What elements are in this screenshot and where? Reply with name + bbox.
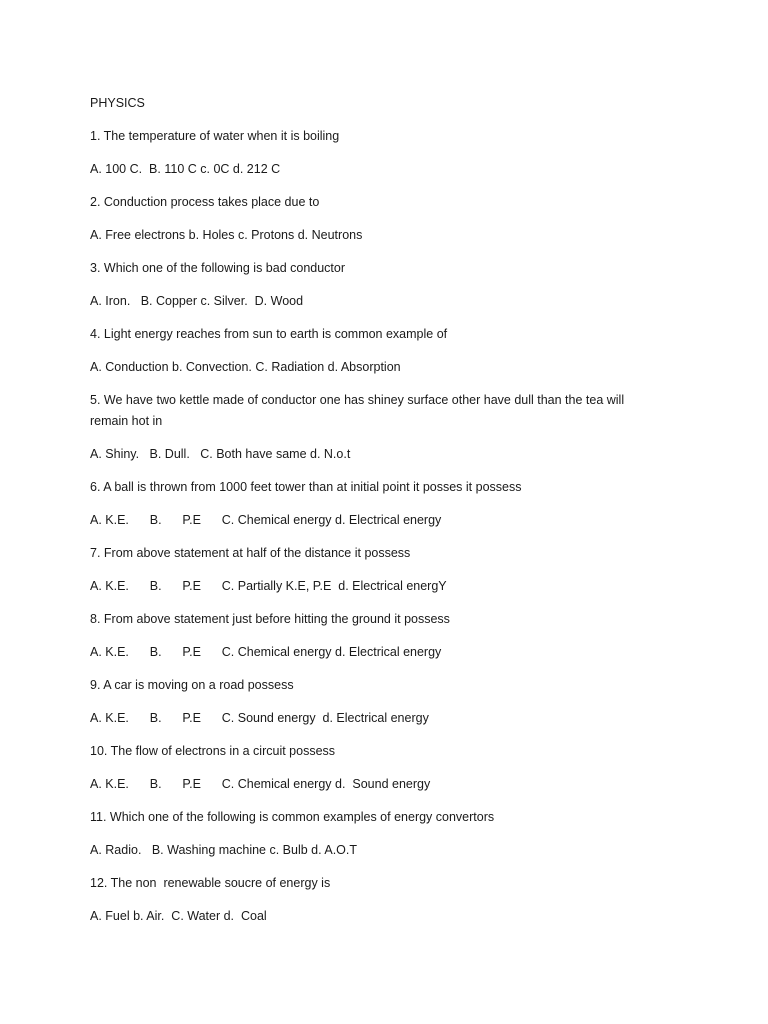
question-10: 10. The flow of electrons in a circuit possess [90,744,336,758]
question-3: 3. Which one of the following is bad conductor [90,261,346,275]
options-8: A. K.E. B. P.E C. Chemical energy d. Electrical energy [90,645,442,659]
question-9: 9. A car is moving on a road possess [90,678,294,692]
question-11: 11. Which one of the following is common examples of energy convertors [90,810,495,824]
document-heading: PHYSICS [90,96,145,110]
options-4: A. Conduction b. Convection. C. Radiation d. Absorption [90,360,401,374]
options-1: A. 100 C. B. 110 C c. 0C d. 212 C [90,162,281,176]
options-6: A. K.E. B. P.E C. Chemical energy d. Electrical energy [90,513,442,527]
options-3: A. Iron. B. Copper c. Silver. D. Wood [90,294,304,308]
question-6: 6. A ball is thrown from 1000 feet tower than at initial point it posses it possess [90,480,522,494]
options-12: A. Fuel b. Air. C. Water d. Coal [90,909,267,923]
options-10: A. K.E. B. P.E C. Chemical energy d. Sound energy [90,777,431,791]
document-page [90,93,650,939]
question-7: 7. From above statement at half of the distance it possess [90,546,411,560]
question-8: 8. From above statement just before hitting the ground it possess [90,612,450,626]
question-4: 4. Light energy reaches from sun to earth is common example of [90,327,448,341]
options-5: A. Shiny. B. Dull. C. Both have same d. N.o.t [90,447,351,461]
options-9: A. K.E. B. P.E C. Sound energy d. Electrical energy [90,711,429,725]
question-12: 12. The non renewable soucre of energy is [90,876,331,890]
options-2: A. Free electrons b. Holes c. Protons d. Neutrons [90,228,363,242]
question-5: 5. We have two kettle made of conductor one has shiney surface other have dull than the tea will remain hot in [90,393,628,428]
options-11: A. Radio. B. Washing machine c. Bulb d. A.O.T [90,843,358,857]
question-1: 1. The temperature of water when it is boiling [90,129,340,143]
options-7: A. K.E. B. P.E C. Partially K.E, P.E d. Electrical energY [90,579,447,593]
question-2: 2. Conduction process takes place due to [90,195,320,209]
